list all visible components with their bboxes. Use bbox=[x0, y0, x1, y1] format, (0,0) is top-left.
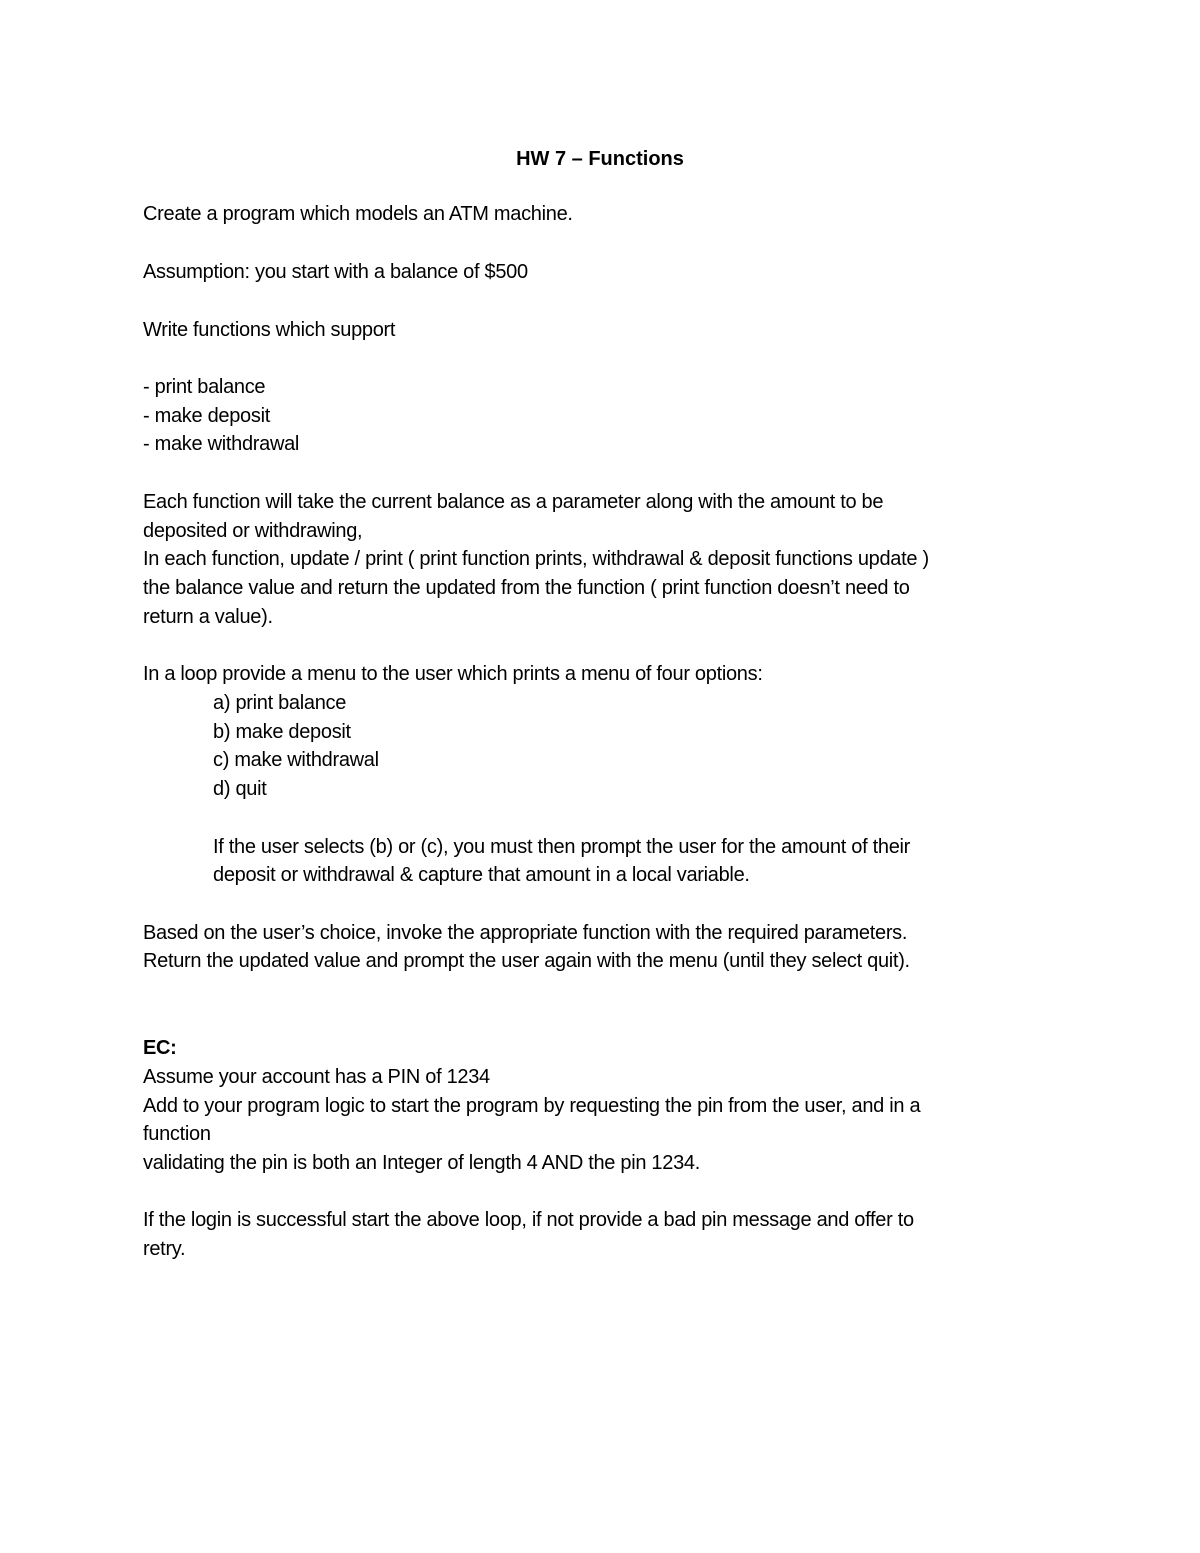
function-list-item: - print balance bbox=[143, 376, 266, 398]
ec-line: Add to your program logic to start the program by requesting the pin from the user, and in a bbox=[143, 1095, 921, 1117]
menu-option: c) make withdrawal bbox=[213, 749, 379, 771]
write-functions-text: Write functions which support bbox=[143, 319, 396, 341]
ec-line: Assume your account has a PIN of 1234 bbox=[143, 1066, 490, 1088]
document-title: HW 7 – Functions bbox=[516, 148, 684, 170]
prompt-line: deposit or withdrawal & capture that amount in a local variable. bbox=[213, 864, 750, 886]
menu-option: b) make deposit bbox=[213, 721, 351, 743]
loop-intro-text: In a loop provide a menu to the user which prints a menu of four options: bbox=[143, 663, 763, 685]
prompt-line: If the user selects (b) or (c), you must then prompt the user for the amount of their bbox=[213, 836, 911, 858]
paragraph-line: deposited or withdrawing, bbox=[143, 520, 363, 542]
function-list-item: - make withdrawal bbox=[143, 433, 300, 455]
menu-option: a) print balance bbox=[213, 692, 347, 714]
menu-option: d) quit bbox=[213, 778, 267, 800]
function-list-item: - make deposit bbox=[143, 405, 270, 427]
paragraph-line: In each function, update / print ( print function prints, withdrawal & deposit functions update ) bbox=[143, 548, 929, 570]
paragraph-line: the balance value and return the updated from the function ( print function doesn’t need to bbox=[143, 577, 910, 599]
login-line: retry. bbox=[143, 1238, 186, 1260]
login-line: If the login is successful start the above loop, if not provide a bad pin message and offer to bbox=[143, 1209, 914, 1231]
ec-line: function bbox=[143, 1123, 211, 1145]
assumption-text: Assumption: you start with a balance of $500 bbox=[143, 261, 528, 283]
intro-text: Create a program which models an ATM machine. bbox=[143, 203, 573, 225]
paragraph-line: return a value). bbox=[143, 606, 273, 628]
ec-heading: EC: bbox=[143, 1037, 177, 1059]
choice-line: Based on the user’s choice, invoke the appropriate function with the required parameters. bbox=[143, 922, 908, 944]
ec-line: validating the pin is both an Integer of length 4 AND the pin 1234. bbox=[143, 1152, 700, 1174]
paragraph-line: Each function will take the current balance as a parameter along with the amount to be bbox=[143, 491, 884, 513]
choice-line: Return the updated value and prompt the user again with the menu (until they select quit). bbox=[143, 950, 910, 972]
